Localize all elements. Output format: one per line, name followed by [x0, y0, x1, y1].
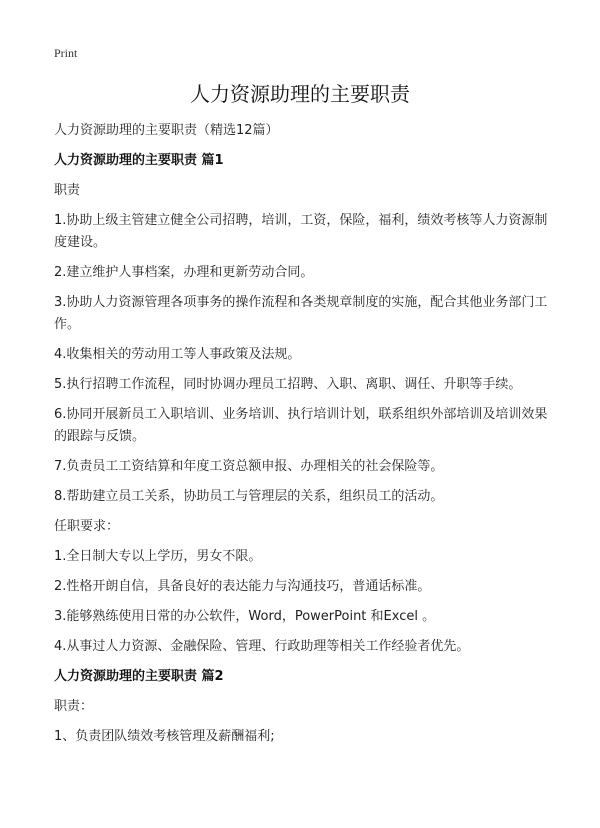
section-1-requirements-label: 任职要求：	[54, 519, 120, 534]
duty-item: 1、负责团队绩效考核管理及薪酬福利;	[54, 729, 275, 744]
duty-item: 1.协助上级主管建立健全公司招聘，培训，工资，保险，福利，绩效考核等人力资源制度建设。	[54, 213, 548, 250]
duty-item: 8.帮助建立员工关系，协助员工与管理层的关系，组织员工的活动。	[54, 489, 444, 504]
document-subtitle: 人力资源助理的主要职责（精选12篇）	[54, 123, 279, 138]
print-label: Print	[54, 46, 78, 60]
section-1-duties-label: 职责	[54, 183, 81, 198]
requirement-item: 4.从事过人力资源、金融保险、管理、行政助理等相关工作经验者优先。	[54, 639, 470, 654]
duty-item: 4.收集相关的劳动用工等人事政策及法规。	[54, 347, 301, 362]
requirement-item: 1.全日制大专以上学历，男女不限。	[54, 549, 262, 564]
duty-item: 7.负责员工工资结算和年度工资总额申报、办理相关的社会保险等。	[54, 459, 444, 474]
duty-item: 5.执行招聘工作流程，同时协调办理员工招聘、入职、离职、调任、升职等手续。	[54, 377, 522, 392]
page-title: 人力资源助理的主要职责	[190, 82, 410, 106]
section-2-heading: 人力资源助理的主要职责 篇2	[54, 669, 224, 684]
section-1-heading: 人力资源助理的主要职责 篇1	[54, 153, 224, 168]
document-body	[54, 120, 554, 756]
requirement-item: 3.能够熟练使用日常的办公软件，Word，PowerPoint 和Excel 。	[54, 609, 436, 624]
section-2-duties-label: 职责：	[54, 699, 94, 714]
duty-item: 6.协同开展新员工入职培训、业务培训、执行培训计划，联系组织外部培训及培训效果的跟踪与反馈。	[54, 407, 548, 444]
duty-item: 2.建立维护人事档案，办理和更新劳动合同。	[54, 265, 314, 280]
duty-item: 3.协助人力资源管理各项事务的操作流程和各类规章制度的实施，配合其他业务部门工作。	[54, 295, 548, 332]
requirement-item: 2.性格开朗自信，具备良好的表达能力与沟通技巧，普通话标准。	[54, 579, 431, 594]
